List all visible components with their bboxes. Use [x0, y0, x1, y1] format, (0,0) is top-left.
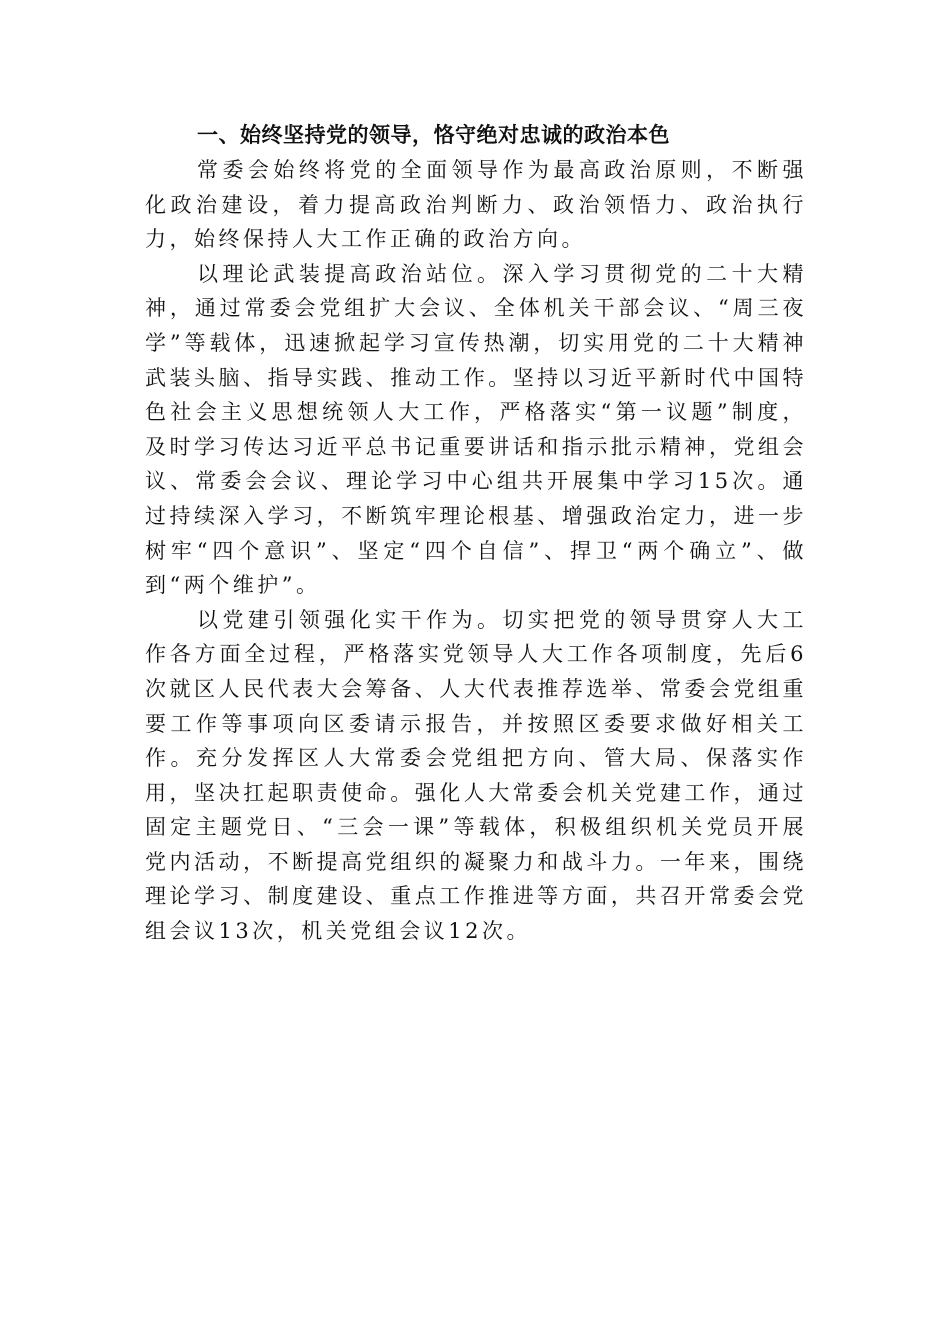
paragraph-party-building: 以党建引领强化实干作为。切实把党的领导贯穿人大工作各方面全过程，严格落实党领导人大工作各项制度，先后6次就区人民代表大会筹备、人大代表推荐选举、常委会党组重要工作等事项向区委请示报告，并按照区委要求做好相关工作。充分发挥区人大常委会党组把方向、管大局、保落实作用，坚决扛起职责使命。强化人大常委会机关党建工作，通过固定主题党日、“三会一课”等载体，积极组织机关党员开展党内活动，不断提高党组织的凝聚力和战斗力。一年来，围绕理论学习、制度建设、重点工作推进等方面，共召开常委会党组会议13次，机关党组会议12次。: [145, 607, 807, 944]
document-body: [145, 118, 807, 949]
paragraph-intro: 常委会始终将党的全面领导作为最高政治原则，不断强化政治建设，着力提高政治判断力、政治领悟力、政治执行力，始终保持人大工作正确的政治方向。: [145, 158, 807, 252]
section-heading: 一、始终坚持党的领导，恪守绝对忠诚的政治本色: [197, 123, 670, 147]
paragraph-theory: 以理论武装提高政治站位。深入学习贯彻党的二十大精神，通过常委会党组扩大会议、全体机关干部会议、“周三夜学”等载体，迅速掀起学习宣传热潮，切实用党的二十大精神武装头脑、指导实践、推动工作。坚持以习近平新时代中国特色社会主义思想统领人大工作，严格落实“第一议题”制度，及时学习传达习近平总书记重要讲话和指示批示精神，党组会议、常委会会议、理论学习中心组共开展集中学习15次。通过持续深入学习，不断筑牢理论根基、增强政治定力，进一步树牢“四个意识”、坚定“四个自信”、捍卫“两个确立”、做到“两个维护”。: [145, 261, 807, 598]
